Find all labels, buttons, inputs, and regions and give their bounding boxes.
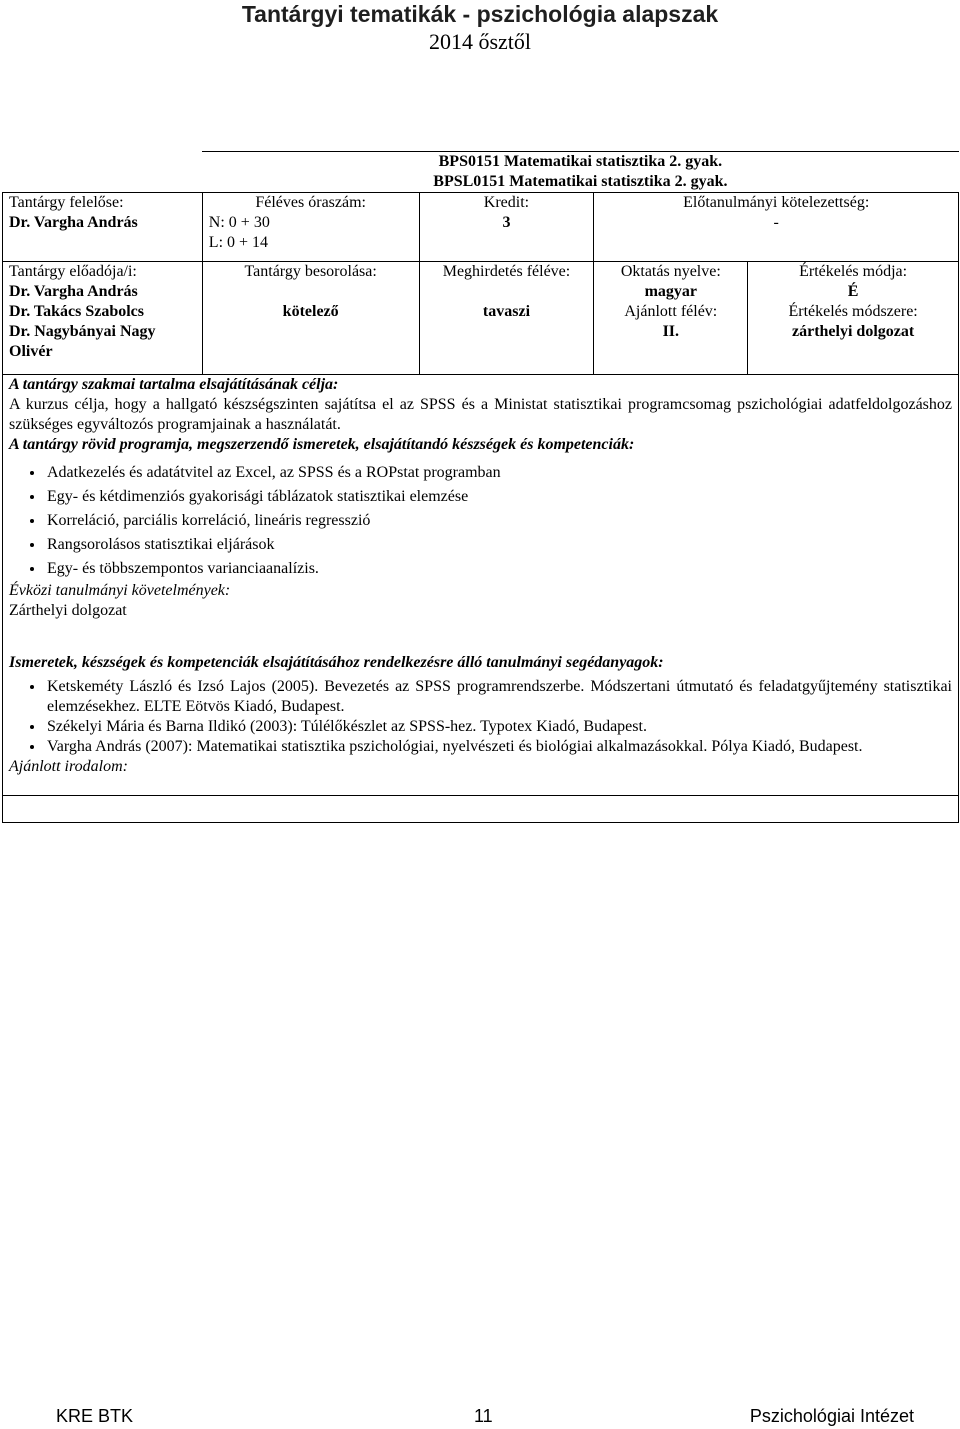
semester-label: Meghirdetés féléve: [442,263,571,280]
program-heading: A tantárgy rövid programja, megszerzendő ismeretek, elsajátítandó készségek és kompetenciák: [9,436,635,453]
page-footer [0,1405,960,1427]
credit-label: Kredit: [483,194,530,211]
eval-method-value: É [847,283,859,300]
info-row-1 [3,193,959,262]
list-item: • Székelyi Mária és Barna Ildikó (2003): Túlélőkészlet az SPSS-hez. Typotex Kiadó, Budapest. [45,717,952,737]
course-code-2: BPSL0151 Matematikai statisztika 2. gyak. [433,173,728,190]
info-row-2 [3,262,959,375]
list-item: • Ketskeméty László és Izsó Lajos (2005). Bevezetés az SPSS programrendszerbe. Módszertani útmutató és feladatgyűjtemény statisztikai elemzésekhez. ELTE Eötvös Kiadó, Budapest. [45,677,952,717]
prereq-value: - [773,214,779,231]
literature-heading: Ajánlott irodalom: [9,758,128,775]
language-value: magyar [644,283,698,300]
lecturer-2: Dr. Takács Szabolcs [9,303,144,320]
eval-system-value: zárthelyi dolgozat [792,323,915,340]
language-label: Oktatás nyelve: [620,263,721,280]
program-list [9,461,952,581]
course-code-1: BPS0151 Matematikai statisztika 2. gyak. [438,153,723,170]
responsible-name: Dr. Vargha András [9,214,138,231]
list-item: • Egy- és többszempontos varianciaanalízis. [45,557,952,581]
footer-right: Pszichológiai Intézet [749,1406,914,1426]
literature-row [3,796,959,823]
materials-list [9,677,952,757]
page-subtitle: 2014 ősztől [428,29,532,54]
eval-system-label: Értékelés módszere: [788,303,918,320]
eval-method-label: Értékelés módja: [799,263,908,280]
page-number: 11 [474,1406,493,1426]
hours-l: L: 0 + 14 [208,234,269,251]
classification-label: Tantárgy besorolása: [244,263,377,280]
responsible-label: Tantárgy felelőse: [9,194,124,211]
content-row [3,375,959,796]
hours-n: N: 0 + 30 [208,214,270,231]
materials-heading: Ismeretek, készségek és kompetenciák elsajátításához rendelkezésre álló tanulmányi segédanyagok: [9,654,664,671]
lecturer-label: Tantárgy előadója/i: [9,263,137,280]
credit-value: 3 [502,214,511,231]
page-title: Tantárgyi tematikák - pszichológia alapszak [241,1,719,27]
requirements-text: Zárthelyi dolgozat [9,602,127,619]
hours-label: Féléves óraszám: [255,194,366,211]
list-item: • Egy- és kétdimenziós gyakorisági táblázatok statisztikai elemzése [45,485,952,509]
list-item: • Korreláció, parciális korreláció, lineáris regresszió [45,509,952,533]
semester-value: tavaszi [482,303,531,320]
list-item: • Vargha András (2007): Matematikai statisztika pszichológiai, nyelvészeti és biológiai alkalmazásokkal. Pólya Kiadó, Budapest. [45,737,952,757]
recommended-value: II. [662,323,680,340]
classification-value: kötelező [282,303,339,320]
goal-heading: A tantárgy szakmai tartalma elsajátításának célja: [9,376,339,393]
prereq-label: Előtanulmányi kötelezettség: [683,194,870,211]
recommended-label: Ajánlott félév: [624,303,718,320]
list-item: • Adatkezelés és adatátvitel az Excel, az SPSS és a ROPstat programban [45,461,952,485]
lecturer-3: Dr. Nagybányai Nagy Olivér [9,323,156,360]
course-table [2,151,959,823]
list-item: • Rangsorolásos statisztikai eljárások [45,533,952,557]
lecturer-1: Dr. Vargha András [9,283,138,300]
goal-text: A kurzus célja, hogy a hallgató készségszinten sajátítsa el az SPSS és a Ministat statisztikai programcsomag pszichológiai adatfeldolgozáshoz szükséges egyváltozós programjainak a használatát. [9,396,952,433]
course-code-row [3,152,959,193]
footer-left: KRE BTK [56,1406,134,1426]
requirements-heading: Évközi tanulmányi követelmények: [9,582,231,599]
